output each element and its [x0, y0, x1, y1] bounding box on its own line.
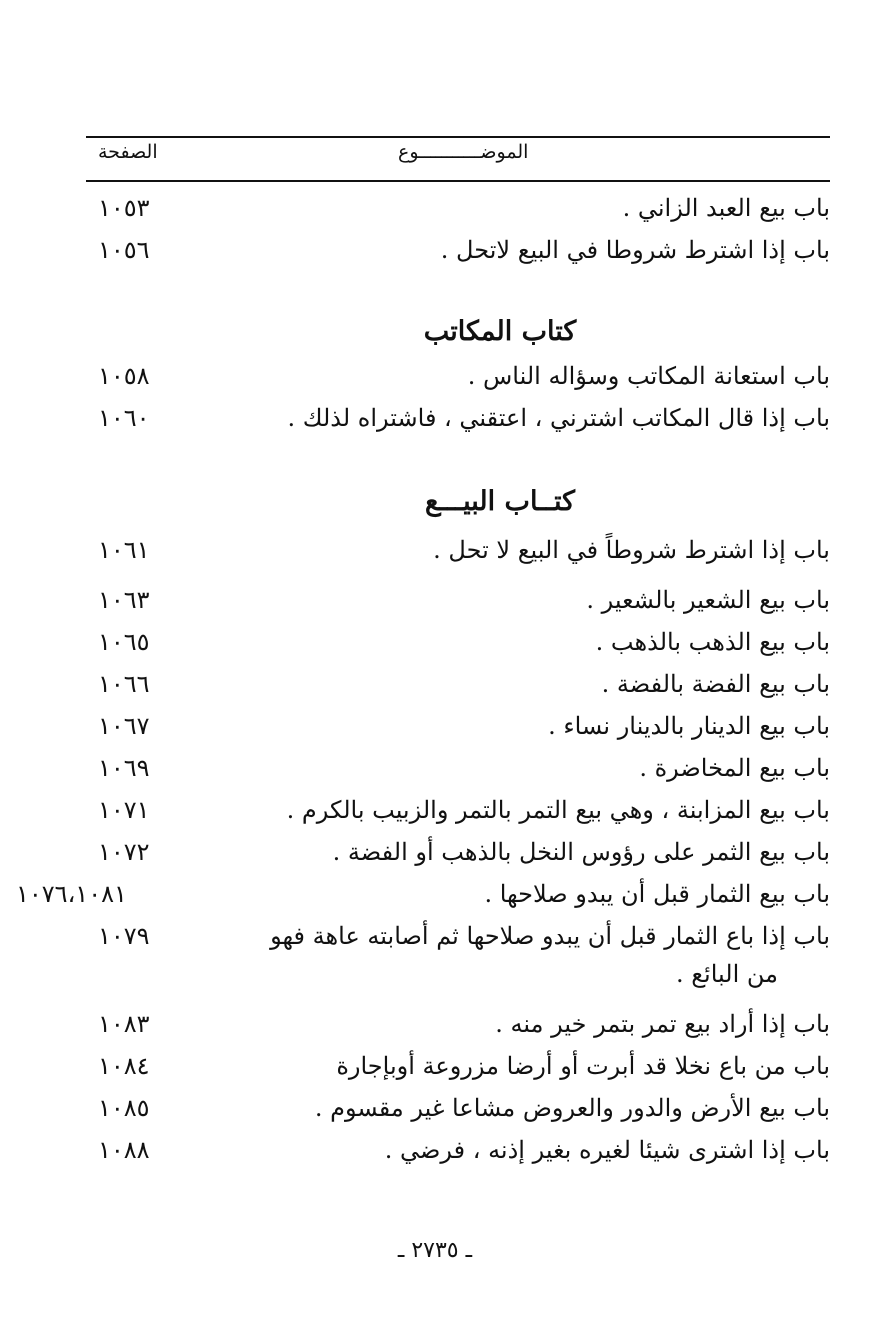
entry-text: باب بيع الثمار قبل أن يبدو صلاحها . [484, 880, 830, 908]
entry-page: ١٠٦٦ [98, 670, 150, 698]
page-number-footer: ـ ٢٧٣٥ ـ [397, 1238, 473, 1263]
entry-text: باب بيع الأرض والدور والعروض مشاعا غير مقسوم . [314, 1094, 830, 1122]
entry-page: ١٠٨٥ [98, 1094, 150, 1122]
entry-text: باب إذا قال المكاتب اشترني ، اعتقني ، فاشتراه لذلك . [287, 404, 830, 432]
entry-page: ١٠٦١ [98, 536, 150, 564]
entry-text: باب إذا اشترى شيئا لغيره بغير إذنه ، فرضي . [384, 1136, 830, 1164]
entry-text: باب استعانة المكاتب وسؤاله الناس . [467, 362, 830, 390]
entry-page: ١٠٧١ [98, 796, 150, 824]
entry-text: باب بيع المخاضرة . [639, 754, 830, 782]
topic-column-header: الموضـــــــــــوع [398, 141, 529, 163]
entry-text: باب بيع الثمر على رؤوس النخل بالذهب أو الفضة . [332, 838, 830, 866]
entry-page: ١٠٧٦،١٠٨١ [16, 880, 127, 908]
entry-text: باب إذا اشترط شروطاً في البيع لا تحل . [433, 536, 830, 564]
entry-page: ١٠٨٤ [98, 1052, 150, 1080]
entry-page: ١٠٧٢ [98, 838, 150, 866]
entry-text: باب بيع العبد الزاني . [622, 194, 830, 222]
entry-text-continued: من البائع . [676, 960, 778, 988]
entry-text: باب بيع الذهب بالذهب . [595, 628, 830, 656]
entry-text: باب إذا اشترط شروطا في البيع لاتحل . [440, 236, 830, 264]
entry-page: ١٠٦٣ [98, 586, 150, 614]
section-title: كتــاب البيـــع [425, 486, 575, 517]
entry-page: ١٠٦٥ [98, 628, 150, 656]
entry-text: باب بيع المزابنة ، وهي بيع التمر بالتمر والزبيب بالكرم . [286, 796, 830, 824]
entry-page: ١٠٧٩ [98, 922, 150, 950]
section-title: كتاب المكاتب [423, 316, 577, 347]
header-bottom-rule [86, 180, 830, 182]
entry-page: ١٠٨٨ [98, 1136, 150, 1164]
entry-page: ١٠٦٧ [98, 712, 150, 740]
header-top-rule [86, 136, 830, 138]
entry-text: باب بيع الشعير بالشعير . [586, 586, 830, 614]
entry-page: ١٠٦٩ [98, 754, 150, 782]
entry-text: باب بيع الفضة بالفضة . [601, 670, 830, 698]
entry-page: ١٠٥٨ [98, 362, 150, 390]
entry-text: باب بيع الدينار بالدينار نساء . [548, 712, 830, 740]
page-column-header: الصفحة [98, 141, 158, 163]
entry-page: ١٠٦٠ [98, 404, 150, 432]
entry-page: ١٠٥٦ [98, 236, 150, 264]
entry-page: ١٠٨٣ [98, 1010, 150, 1038]
entry-text: باب إذا أراد بيع تمر بتمر خير منه . [495, 1010, 830, 1038]
entry-text: باب من باع نخلا قد أبرت أو أرضا مزروعة أوبإجارة [336, 1052, 830, 1080]
entry-page: ١٠٥٣ [98, 194, 150, 222]
entry-text: باب إذا باع الثمار قبل أن يبدو صلاحها ثم أصابته عاهة فهو [270, 922, 830, 950]
